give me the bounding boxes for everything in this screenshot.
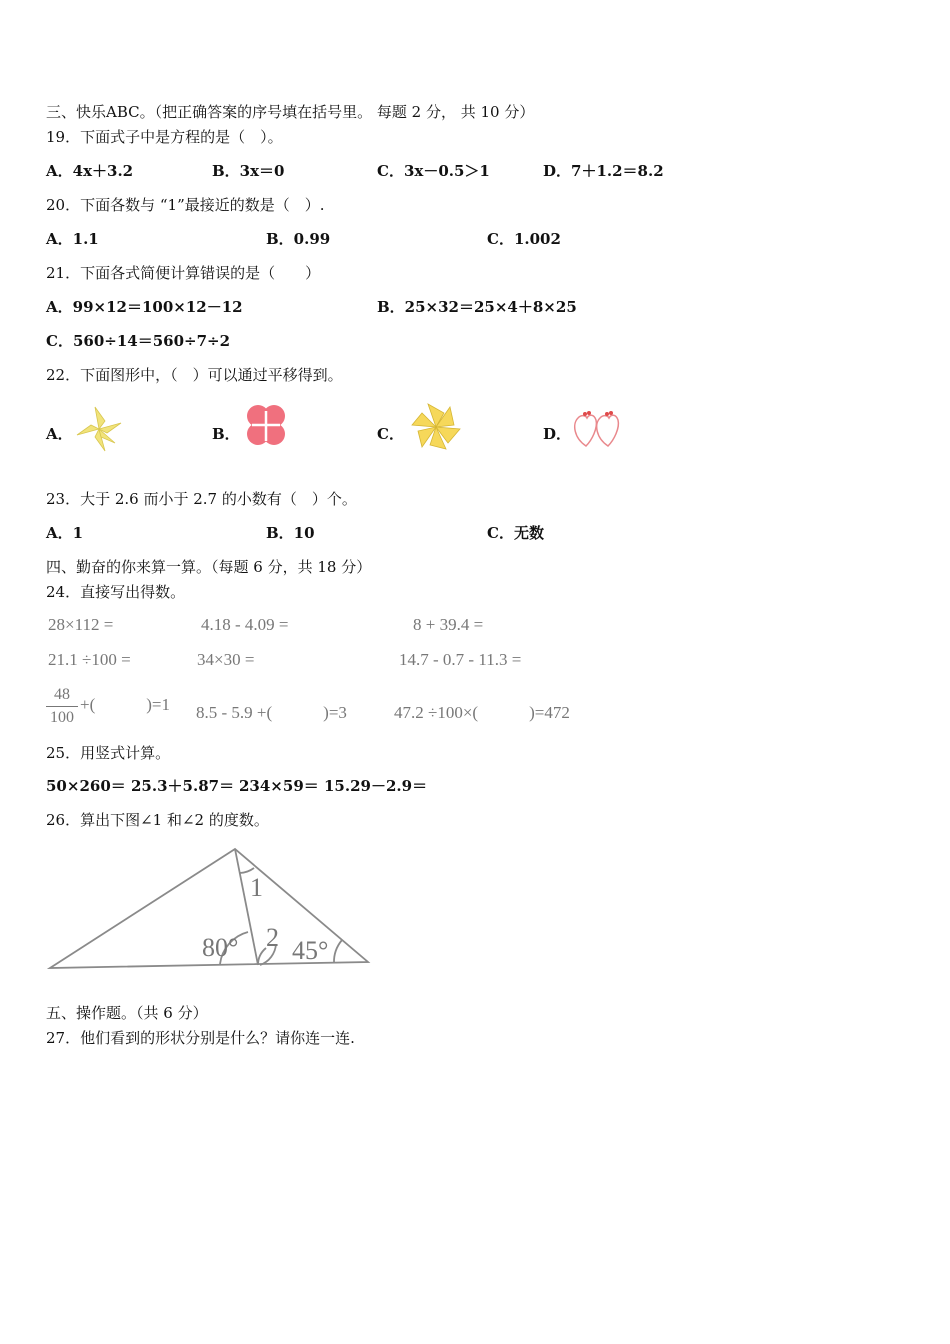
q24-item: 34×30 =: [197, 650, 255, 669]
fraction-denominator: 100: [50, 709, 74, 726]
q22-option-b: B．: [212, 425, 240, 443]
q24-item: 8 + 39.4 =: [413, 615, 484, 634]
q24-item: 8.5 - 5.9 +( )=3: [196, 703, 347, 722]
q24-stem: 24．直接写出得数。: [46, 583, 186, 601]
star-pinwheel-icon: [410, 402, 462, 452]
q23-option-b: B．10: [266, 524, 315, 542]
angle-45-label: 45°: [292, 936, 329, 965]
heart-shapes-icon: [570, 406, 626, 450]
q25-item: 234×59＝: [239, 777, 319, 795]
q19-stem: 19．下面式子中是方程的是（ ）。: [46, 128, 283, 146]
q23-option-a: A．1: [46, 524, 84, 542]
q24-fraction: [46, 684, 78, 729]
q19-option-a: A．4x＋3.2: [46, 162, 134, 180]
q25-stem: 25．用竖式计算。: [46, 744, 171, 762]
q22-stem: 22．下面图形中，（ ）可以通过平移得到。: [46, 366, 343, 384]
q25-item: 25.3＋5.87＝: [131, 777, 235, 795]
q21-stem: 21．下面各式简便计算错误的是（ ）: [46, 264, 321, 282]
q24-item: 28×112 =: [48, 615, 114, 634]
q20-option-a: A．1.1: [46, 230, 99, 248]
section3-heading: 三、快乐ABC。（把正确答案的序号填在括号里。 每题 2 分， 共 10 分）: [46, 103, 535, 121]
q27-stem: 27．他们看到的形状分别是什么？请你连一连.: [46, 1029, 355, 1047]
section5-heading: 五、操作题。（共 6 分）: [46, 1004, 208, 1022]
q24-item: +( )=1: [80, 695, 170, 714]
q22-option-c: C．: [377, 425, 404, 443]
q24-item: 47.2 ÷100×( )=472: [394, 703, 570, 722]
q24-item: 14.7 - 0.7 - 11.3 =: [399, 650, 522, 669]
q26-stem: 26．算出下图∠1 和∠2 的度数。: [46, 811, 269, 829]
q19-option-d: D．7＋1.2＝8.2: [543, 162, 664, 180]
angle-80-label: 80°: [202, 933, 239, 962]
q22-option-d: D．: [543, 425, 572, 443]
q23-option-c: C．无数: [487, 524, 544, 542]
q21-option-a: A．99×12＝100×12－12: [46, 298, 243, 316]
q24-item: 21.1 ÷100 =: [48, 650, 131, 669]
q20-stem: 20．下面各数与 “1”最接近的数是（ ）.: [46, 196, 325, 214]
q19-option-c: C．3x－0.5＞1: [377, 162, 490, 180]
triangle-figure: [44, 840, 378, 976]
q21-option-c: C．560÷14＝560÷7÷2: [46, 332, 231, 350]
q23-stem: 23．大于 2.6 而小于 2.7 的小数有（ ）个。: [46, 490, 357, 508]
fraction-numerator: 48: [46, 684, 78, 707]
angle-1-label: 1: [250, 873, 263, 902]
section4-heading: 四、勤奋的你来算一算。（每题 6 分，共 18 分）: [46, 558, 372, 576]
q24-item: 4.18 - 4.09 =: [201, 615, 289, 634]
q20-option-c: C．1.002: [487, 230, 561, 248]
q25-item: 15.29－2.9＝: [324, 777, 428, 795]
q20-option-b: B．0.99: [266, 230, 331, 248]
four-leaf-flower-icon: [240, 401, 292, 451]
q22-option-a: A．: [46, 425, 73, 443]
q21-option-b: B．25×32＝25×4＋8×25: [377, 298, 577, 316]
q25-item: 50×260＝: [46, 777, 126, 795]
q19-option-b: B．3x＝0: [212, 162, 285, 180]
pinwheel-icon: [72, 404, 126, 454]
angle-2-label: 2: [266, 923, 279, 952]
